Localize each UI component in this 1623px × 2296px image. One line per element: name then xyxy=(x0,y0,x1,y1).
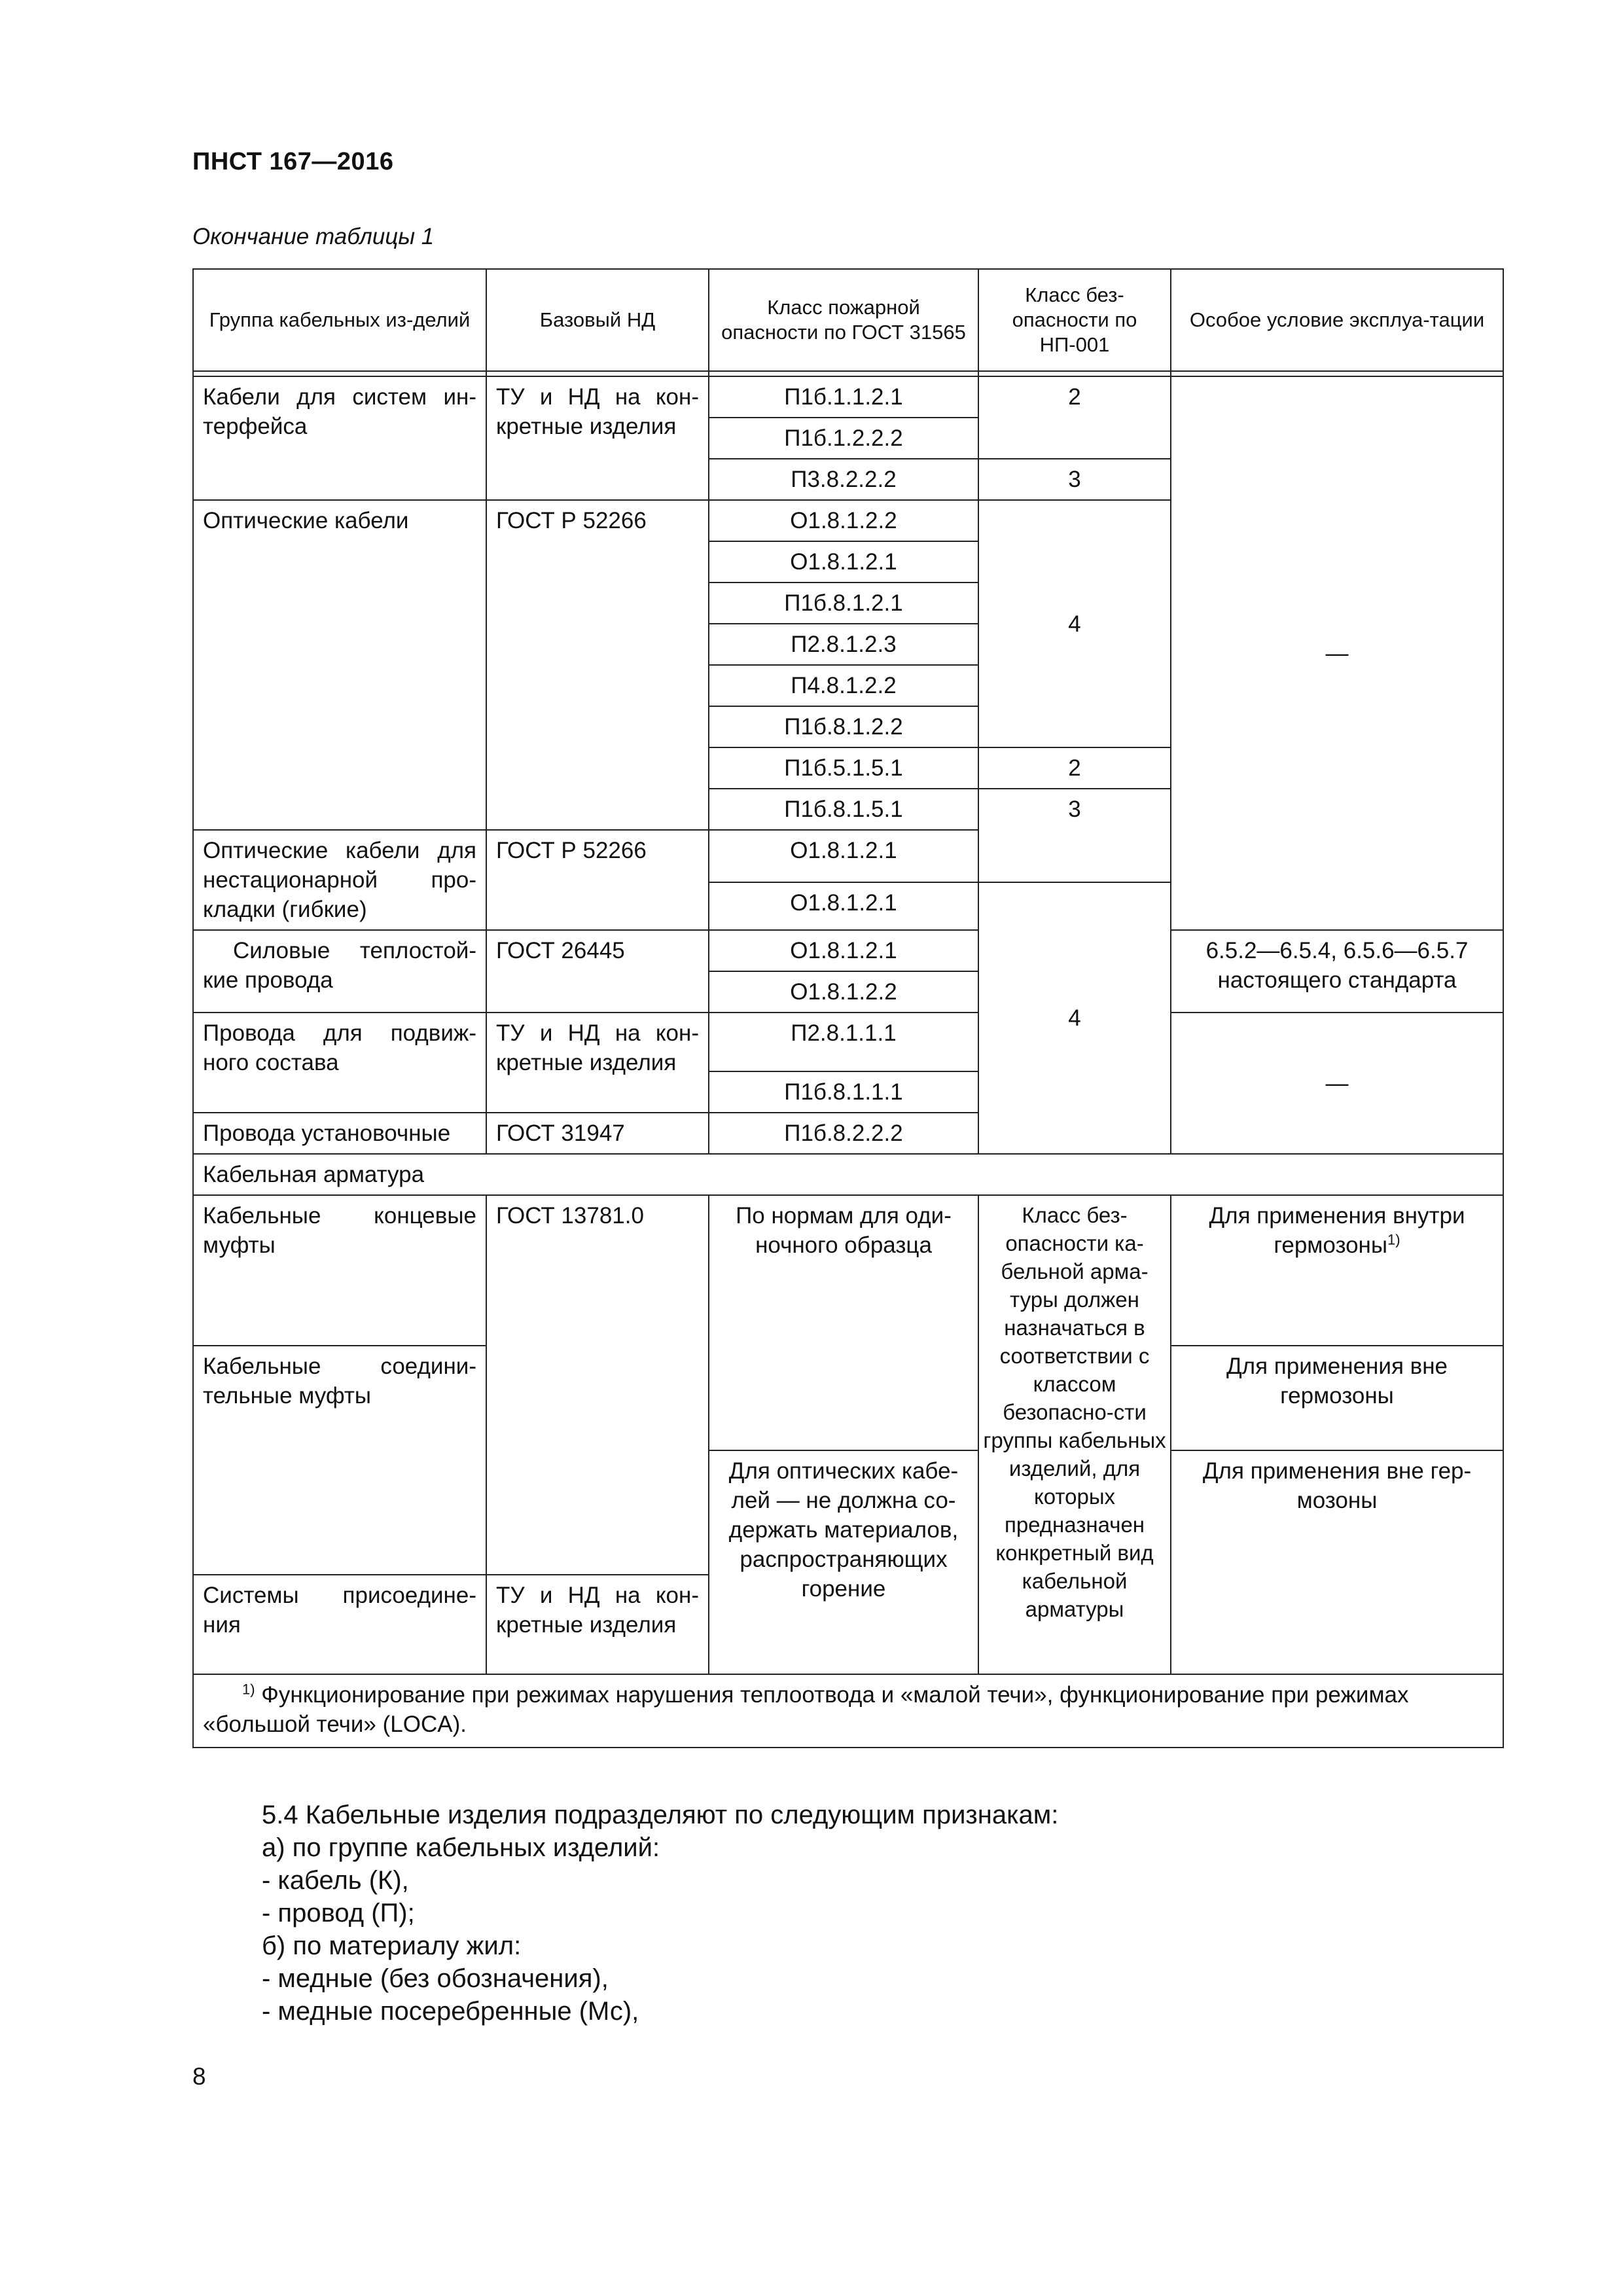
base-nd-cell: ТУ и НД на кон-кретные изделия xyxy=(486,376,709,500)
fire-class-cell: П4.8.1.2.2 xyxy=(709,665,978,706)
condition-cell: — xyxy=(1171,1013,1503,1154)
fire-class-cell: По нормам для оди-ночного образца xyxy=(709,1195,978,1450)
fire-class-cell: П2.8.1.2.3 xyxy=(709,624,978,665)
base-nd-cell: ГОСТ Р 52266 xyxy=(486,500,709,830)
base-nd-cell: ГОСТ 13781.0 xyxy=(486,1195,709,1575)
group-cell: Кабельные соедини-тельные муфты xyxy=(193,1346,486,1575)
fire-class-cell: П1б.1.1.2.1 xyxy=(709,376,978,418)
fire-class-cell: О1.8.1.2.2 xyxy=(709,971,978,1013)
group-cell: Оптические кабели xyxy=(193,500,486,830)
paragraph-line: 5.4 Кабельные изделия подразделяют по следующим признакам: xyxy=(262,1801,1059,1829)
fire-class-cell: П1б.1.2.2.2 xyxy=(709,418,978,459)
fire-class-cell: О1.8.1.2.1 xyxy=(709,882,978,930)
table-caption: Окончание таблицы 1 xyxy=(192,224,435,249)
condition-cell: Для применения вне гер-мозоны xyxy=(1171,1450,1503,1674)
safety-class-cell: 3 xyxy=(978,789,1171,882)
group-cell: Кабельные концевые муфты xyxy=(193,1195,486,1346)
footnote-ref: 1) xyxy=(1387,1231,1400,1248)
safety-class-cell: 4 xyxy=(978,500,1171,747)
condition-cell xyxy=(1171,1195,1503,1346)
base-nd-cell: ТУ и НД на кон-кретные изделия xyxy=(486,1575,709,1674)
group-cell: Кабели для систем ин-терфейса xyxy=(193,376,486,500)
group-cell: Системы присоедине-ния xyxy=(193,1575,486,1674)
paragraph-line: - провод (П); xyxy=(262,1899,415,1928)
group-cell: Провода для подвиж-ного состава xyxy=(193,1013,486,1113)
safety-class-cell: 3 xyxy=(978,459,1171,500)
condition-cell: — xyxy=(1171,376,1503,930)
safety-class-cell: 2 xyxy=(978,376,1171,459)
fire-class-cell: П1б.8.2.2.2 xyxy=(709,1113,978,1154)
fire-class-cell: П3.8.2.2.2 xyxy=(709,459,978,500)
fire-class-cell: О1.8.1.2.1 xyxy=(709,541,978,583)
page-number: 8 xyxy=(192,2063,206,2090)
group-cell: Оптические кабели для нестационарной про-кладки (гибкие) xyxy=(193,830,486,930)
header-safety-class: Класс без-опасности по НП-001 xyxy=(978,269,1171,371)
header-fire-class: Класс пожарной опасности по ГОСТ 31565 xyxy=(709,269,978,371)
fire-class-cell: П1б.8.1.5.1 xyxy=(709,789,978,830)
header-base-nd: Базовый НД xyxy=(486,269,709,371)
base-nd-cell: ГОСТ 26445 xyxy=(486,930,709,1013)
paragraph-line: - медные (без обозначения), xyxy=(262,1964,609,1993)
footnote-text: Функционирование при режимах нарушения теплоотвода и «малой течи», функционирование при режимах «большой течи» (LOCA). xyxy=(203,1682,1409,1737)
condition-cell: Для применения вне гермозоны xyxy=(1171,1346,1503,1450)
safety-class-cell: 2 xyxy=(978,747,1171,789)
group-cell: Провода установочные xyxy=(193,1113,486,1154)
header-special-condition: Особое условие эксплуа-тации xyxy=(1171,269,1503,371)
fire-class-cell: О1.8.1.2.1 xyxy=(709,930,978,971)
fire-class-cell: О1.8.1.2.1 xyxy=(709,830,978,882)
base-nd-cell: ТУ и НД на кон-кретные изделия xyxy=(486,1013,709,1113)
condition-text: Для применения внутри гермозоны xyxy=(1209,1203,1465,1258)
section-title: Кабельная арматура xyxy=(193,1154,1503,1195)
fire-class-cell: О1.8.1.2.2 xyxy=(709,500,978,541)
table-row xyxy=(193,1013,1503,1071)
classification-table xyxy=(192,268,1504,1748)
fire-class-cell: П2.8.1.1.1 xyxy=(709,1013,978,1071)
table-section-row xyxy=(193,1154,1503,1195)
fire-class-cell: П1б.5.1.5.1 xyxy=(709,747,978,789)
table-header-row xyxy=(193,269,1503,371)
body-text xyxy=(262,1799,1058,2028)
table-row xyxy=(193,376,1503,418)
paragraph-line: - кабель (К), xyxy=(262,1866,409,1895)
safety-class-cell: Класс без-опасности ка-бельной арма-туры должен назначаться в соответствии с классом безопасно-сти группы кабельных изделий, для которых предназначен конкретный вид кабельной арматуры xyxy=(978,1195,1171,1674)
header-separator xyxy=(193,371,1503,376)
paragraph-line: - медные посеребренные (Мс), xyxy=(262,1997,639,2026)
table-row xyxy=(193,1195,1503,1346)
fire-class-cell: П1б.8.1.2.1 xyxy=(709,583,978,624)
paragraph-line: а) по группе кабельных изделий: xyxy=(262,1833,660,1862)
table-row xyxy=(193,930,1503,971)
fire-class-cell: Для оптических кабе-лей — не должна со-держать материалов, распространяющих горение xyxy=(709,1450,978,1674)
safety-class-cell: 4 xyxy=(978,882,1171,1154)
fire-class-cell: П1б.8.1.2.2 xyxy=(709,706,978,747)
footnote-marker: 1) xyxy=(242,1681,255,1698)
base-nd-cell: ГОСТ Р 52266 xyxy=(486,830,709,930)
condition-cell: 6.5.2—6.5.4, 6.5.6—6.5.7 настоящего стандарта xyxy=(1171,930,1503,1013)
group-cell: Силовые теплостой-кие провода xyxy=(193,930,486,1013)
footnote-row xyxy=(193,1674,1503,1748)
header-group: Группа кабельных из-делий xyxy=(193,269,486,371)
table-footnote xyxy=(193,1674,1503,1748)
document-code: ПНСТ 167—2016 xyxy=(192,148,394,175)
paragraph-line: б) по материалу жил: xyxy=(262,1931,522,1960)
base-nd-cell: ГОСТ 31947 xyxy=(486,1113,709,1154)
fire-class-cell: П1б.8.1.1.1 xyxy=(709,1071,978,1113)
